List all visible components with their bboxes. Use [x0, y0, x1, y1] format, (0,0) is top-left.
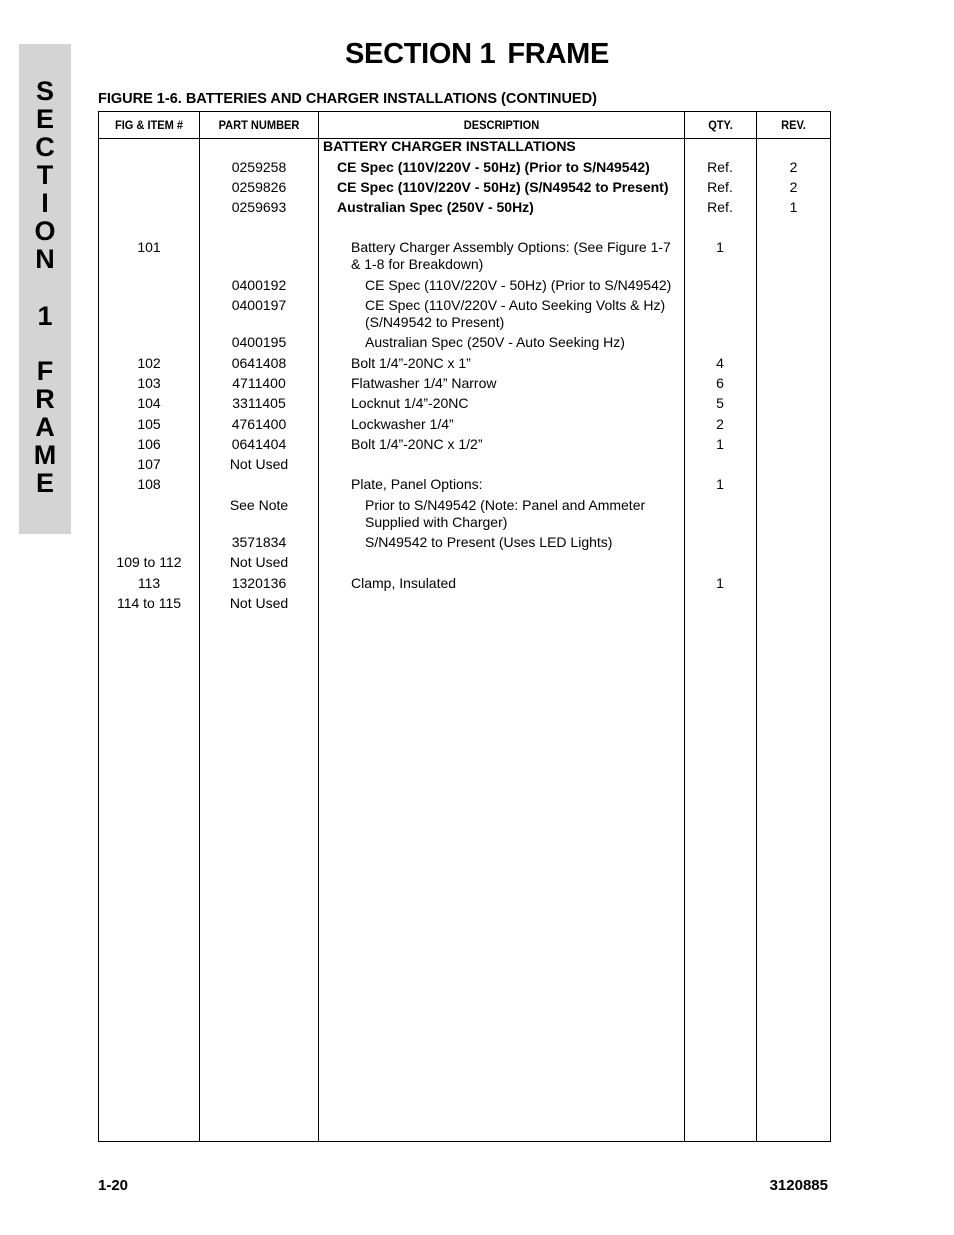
header-description: DESCRIPTION: [463, 118, 540, 132]
description-cell: Locknut 1/4”-20NC: [351, 395, 469, 411]
description-cell: Battery Charger Assembly Options: (See Figure 1-7 & 1-8 for Breakdown): [351, 239, 671, 272]
header-rev: REV.: [781, 118, 806, 132]
fig-item-cell: 107: [137, 456, 161, 472]
part-number-cell: Not Used: [229, 456, 289, 472]
part-number-cell: Not Used: [229, 595, 289, 611]
figure-caption: FIGURE 1-6. BATTERIES AND CHARGER INSTALLATIONS (CONTINUED): [98, 91, 597, 107]
description-cell: Australian Spec (250V - Auto Seeking Hz): [365, 334, 625, 350]
description-cell: BATTERY CHARGER INSTALLATIONS: [323, 138, 576, 154]
qty-cell: 1: [716, 239, 724, 255]
side-tab-letter: R: [35, 384, 55, 414]
description-cell: Prior to S/N49542 (Note: Panel and Ammeter Supplied with Charger): [365, 497, 646, 530]
qty-cell: Ref.: [707, 179, 733, 195]
part-number-cell: See Note: [229, 497, 289, 513]
fig-item-cell: 113: [137, 575, 161, 591]
side-tab-letter: T: [36, 160, 54, 190]
side-tab-letter: E: [35, 104, 54, 134]
column-divider: [756, 112, 757, 1141]
qty-cell: 6: [716, 375, 724, 391]
part-number-cell: 0259826: [231, 179, 287, 195]
description-cell: Plate, Panel Options:: [351, 476, 483, 492]
description-cell: CE Spec (110V/220V - 50Hz) (Prior to S/N49542): [365, 277, 672, 293]
fig-item-cell: 114 to 115: [116, 595, 182, 611]
part-number-cell: Not Used: [229, 554, 289, 570]
fig-item-cell: 103: [137, 375, 161, 391]
side-tab-letter: I: [41, 188, 49, 218]
part-number-cell: 0400192: [231, 277, 287, 293]
part-number-cell: 0400195: [231, 334, 287, 350]
side-tab-letter: M: [33, 440, 57, 470]
section-number: SECTION 1: [345, 38, 496, 70]
header-part-number: PART NUMBER: [218, 118, 300, 132]
rev-cell: 2: [789, 159, 798, 175]
qty-cell: 2: [716, 416, 724, 432]
side-tab-letter: 1: [37, 301, 53, 331]
qty-cell: 5: [716, 395, 724, 411]
description-cell: CE Spec (110V/220V - Auto Seeking Volts & Hz) (S/N49542 to Present): [365, 297, 666, 330]
description-cell: Clamp, Insulated: [351, 575, 457, 591]
qty-cell: Ref.: [707, 199, 733, 215]
description-cell: Lockwasher 1/4”: [351, 416, 454, 432]
part-number-cell: 0641404: [231, 436, 287, 452]
part-number-cell: 3311405: [232, 395, 286, 411]
description-cell: Australian Spec (250V - 50Hz): [337, 199, 534, 215]
side-tab-letter: O: [34, 216, 56, 246]
part-number-cell: 0259258: [231, 159, 287, 175]
page-title: [0, 38, 954, 71]
description-cell: S/N49542 to Present (Uses LED Lights): [365, 534, 613, 550]
fig-item-cell: 102: [137, 355, 161, 371]
rev-cell: 1: [789, 199, 798, 215]
side-tab-letter: C: [35, 132, 55, 162]
part-number-cell: 1320136: [231, 575, 287, 591]
qty-cell: 1: [716, 436, 724, 452]
column-divider: [684, 112, 685, 1141]
column-divider: [199, 112, 200, 1141]
description-cell: Flatwasher 1/4” Narrow: [351, 375, 497, 391]
qty-cell: 1: [716, 476, 724, 492]
description-cell: Bolt 1/4”-20NC x 1/2”: [351, 436, 483, 452]
rev-cell: 2: [789, 179, 798, 195]
part-number-cell: 3571834: [231, 534, 287, 550]
fig-item-cell: 108: [137, 476, 161, 492]
qty-cell: 1: [716, 575, 724, 591]
section-side-tab: [19, 44, 71, 534]
page-number: 1-20: [98, 1177, 129, 1194]
description-cell: CE Spec (110V/220V - 50Hz) (Prior to S/N49542): [337, 159, 650, 175]
fig-item-cell: 106: [137, 436, 161, 452]
part-number-cell: 0400197: [231, 297, 287, 313]
part-number-cell: 4711400: [232, 375, 286, 391]
document-number: 3120885: [769, 1177, 828, 1194]
side-tab-letter: S: [35, 76, 54, 106]
header-qty: QTY.: [708, 118, 733, 132]
side-tab-letter: E: [35, 468, 54, 498]
section-name: FRAME: [507, 38, 609, 70]
fig-item-cell: 101: [137, 239, 161, 255]
side-tab-letter: F: [36, 356, 54, 386]
column-divider: [318, 112, 319, 1141]
fig-item-cell: 104: [137, 395, 161, 411]
qty-cell: Ref.: [707, 159, 733, 175]
description-cell: CE Spec (110V/220V - 50Hz) (S/N49542 to Present): [337, 179, 669, 195]
side-tab-letter: A: [35, 412, 55, 442]
part-number-cell: 0641408: [231, 355, 287, 371]
part-number-cell: 4761400: [231, 416, 287, 432]
side-tab-letter: N: [35, 244, 55, 274]
fig-item-cell: 105: [137, 416, 161, 432]
description-cell: Bolt 1/4”-20NC x 1”: [351, 355, 471, 371]
qty-cell: 4: [716, 355, 724, 371]
fig-item-cell: 109 to 112: [116, 554, 182, 570]
parts-table: [98, 111, 831, 1142]
header-fig-item: FIG & ITEM #: [114, 118, 184, 132]
part-number-cell: 0259693: [231, 199, 287, 215]
